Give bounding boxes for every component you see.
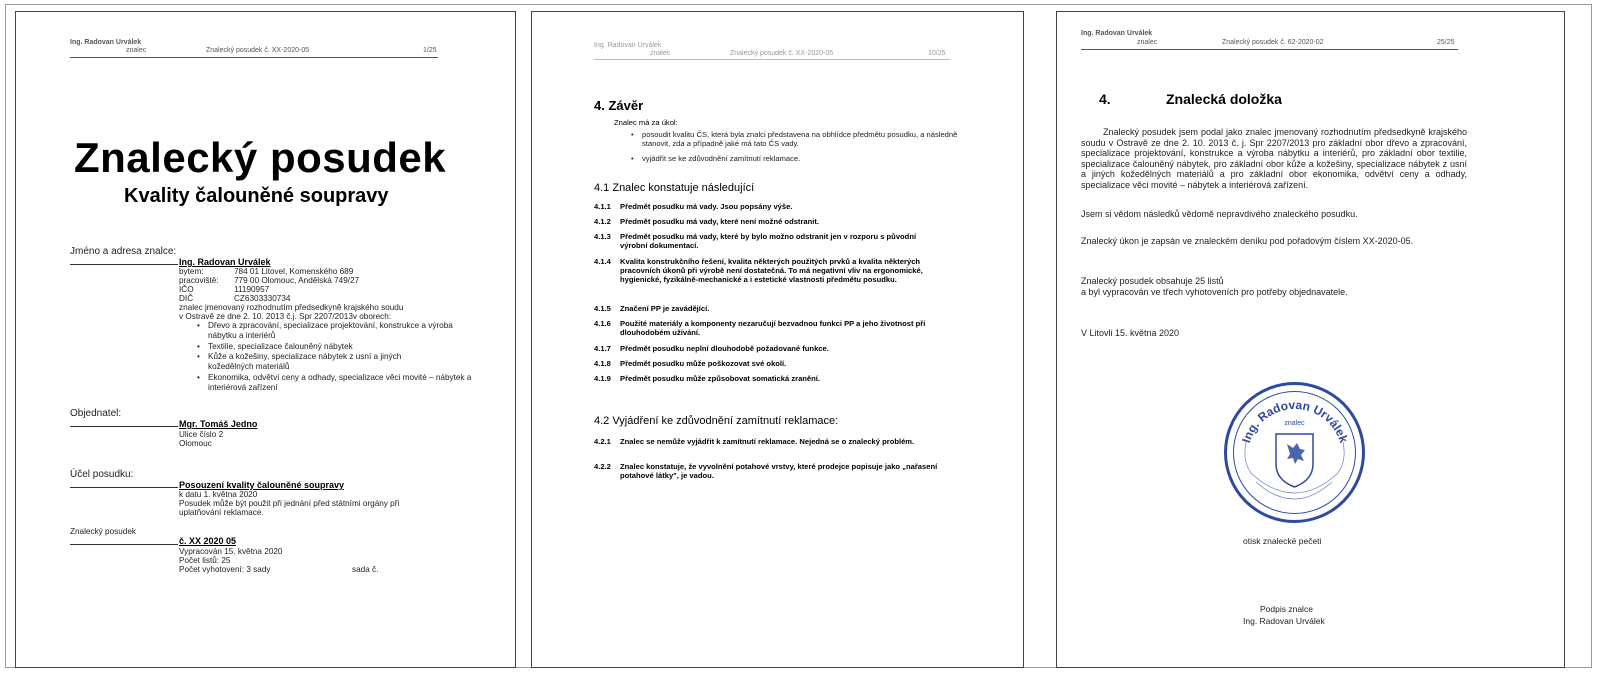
clause-paragraph: Znalecký posudek obsahuje 25 listů [1081,276,1224,286]
header-rule [70,57,438,58]
task-item: • vyjádřit se ke zdůvodnění zamítnutí reklamace. [642,154,960,163]
task-item: • posoudit kvalitu ČS, která byla znalci představena na obhlídce předmětu posudku, a následně stanovit, zda a případně jaké má tato ČS vady. [642,130,960,149]
purpose-label: Účel posudku: [70,469,134,480]
client-line: Ulice číslo 2 [179,430,224,439]
purpose-line: Posudek může být použit při jednání před státními orgány při [179,499,400,508]
task-label: Znalec má za úkol: [614,118,678,127]
place-date: V Litovli 15. května 2020 [1081,328,1180,338]
signature-label: Podpis znalce [1260,604,1313,614]
subsection-heading: 4.2 Vyjádření ke zdůvodnění zamítnutí reklamace: [594,415,839,427]
client-name: Mgr. Tomáš Jedno [179,419,258,429]
header-author: Ing. Radovan Urválek [1081,30,1153,37]
expert-row: bytem: 784 01 Litovel, Komenského 689 [179,267,354,276]
report-label: Znalecký posudek [70,527,136,536]
header-role: znalec [1137,39,1158,46]
appointment-line: znalec jmenovaný rozhodnutím předsedkyně krajského soudu [179,303,404,312]
field-item: • Ekonomika, odvětví ceny a odhady, specializace věci movité – nábytek a interiérová zařízení [208,373,478,392]
client-label: Objednatel: [70,408,122,419]
coat-of-arms-icon [1276,434,1313,487]
stamp-name: Ing. Radovan Urválek [1239,397,1351,445]
report-line: Počet vyhotovení: 3 sady [179,565,271,574]
expert-name: Ing. Radovan Urválek [179,257,271,267]
header-doc: Znalecký posudek č. 62-2020-02 [1222,39,1324,46]
stamp-caption: otisk znalecké pečeti [1243,536,1322,546]
clause-paragraph: Jsem si vědom následků vědomě nepravdivého znaleckého posudku. [1081,209,1358,219]
field-item: • Dřevo a zpracování, specializace projektování, konstrukce a výroba nábytku a interiérů [208,321,470,340]
seal-stamp [1224,382,1365,523]
expert-row: IČO 11190957 [179,285,270,294]
section-number: 4. [1099,91,1111,107]
stamp-role: znalec [1284,420,1305,427]
purpose-title: Posouzení kvality čalouněné soupravy [179,480,345,490]
page-1[interactable] [15,11,516,668]
section-heading: 4. Závěr [594,98,644,113]
page-2[interactable]: Ing. Radovan Urválek znalec Znalecký posudek č. XX-2020-05 10/25 4. Závěr Znalec má za úkol: • posoudit kvalitu ČS, která byla znalci představena na obhlídce předmětu posudku, a následně stanovit, zda a případně jaké má tato ČS vady. • vyjádřit se ke zdůvodnění zamítnutí reklamace. 4.1 Znalec konstatuje následující 4.1.1 Předmět posudku má vady. Jsou popsány výše. 4.1.2 Předmět posudku má vady, které není možné odstranit. 4.1.3 Předmět posudku má vady, které by bylo možno odstranit jen v rozporu s původní výrobní dokumentací. 4.1.4 Kvalita konstrukčního řešení, kvalita některých použitých prvků a kvalita některých pracovních úkonů při výrobě není dostatečná. To má negativní vliv na ergonomické, hygienické, fyzikálně-mechanické a i estetické vlastnosti předmětu posudku. 4.1.5 Značení PP je zavádějící. 4.1.6 Použité materiály a komponenty nezaručují bezvadnou funkci PP a jeho životnost při dlouhodobém užívání. 4.1.7 Předmět posudku neplní dlouhodobě požadované funkce. 4.1.8 Předmět posudku může poškozovat své okolí. 4.1.9 Předmět posudku může způsobovat somatická zranění. 4.2 Vyjádření ke zdůvodnění zamítnutí reklamace: 4.2.1 Znalec se nemůže vyjádřit k zamítnutí reklamace. Nejedná se o znalecký problém. 4.2.2 Znalec konstatuje, že vyvolnění potahové vrstvy, které prodejce popisuje jako „nařasení potahové látky", je vadou. [531,11,1024,668]
purpose-line: k datu 1. května 2020 [179,490,258,499]
report-number: č. XX 2020 05 [179,536,237,546]
header-author: Ing. Radovan Urválek [594,42,662,49]
clause-paragraph: Znalecký posudek jsem podal jako znalec jmenovaný rozhodnutím předsedkyně krajského soudu v Ostravě ze dne 2. 10. 2013 č. j. Spr 2207/2013 pro základní obor dřevo a zpracování, specializace projektování, konstrukce a výroba nábytku a interiérů, pro základní obor textilie, specializace čalouněný nábytek, pro základní obor kůže a kožešiny, specializace nábytek z usní a jiných kožedělných materiálů a pro základní obor ekonomika, odvětví ceny a odhady, specializace věci movité – nábytek a interiérová zařízení. [1081,127,1467,190]
expert-label: Jméno a adresa znalce: [70,246,177,257]
header-author: Ing. Radovan Urválek [70,39,142,46]
doc-title: Znalecký posudek [74,134,447,181]
field-item: • Textilie, specializace čalouněný nábytek [208,342,470,352]
client-line: Olomouc [179,439,212,448]
header-doc: Znalecký posudek č. XX-2020-05 [730,50,834,57]
header-page: 10/25 [928,50,946,57]
header-role: znalec [650,50,671,57]
signature-name: Ing. Radovan Urválek [1243,616,1325,626]
header-rule [1081,49,1458,50]
header-role: znalec [126,47,147,54]
subsection-heading: 4.1 Znalec konstatuje následující [594,182,755,194]
page-3[interactable] [1056,11,1565,668]
header-page: 1/25 [423,47,437,54]
clause-paragraph: Znalecký úkon je zapsán ve znaleckém deníku pod pořadovým číslem XX-2020-05. [1081,236,1414,246]
doc-subtitle: Kvality čalouněné soupravy [124,185,389,207]
expert-row: pracoviště: 779 00 Olomouc, Andělská 749/27 [179,276,360,285]
expert-row: DIČ CZ6303330734 [179,294,291,303]
appointment-line: v Ostravě ze dne 2. 10. 2013 č.j. Spr 2207/2013v oborech: [179,312,392,321]
field-item: • Kůže a kožešiny, specializace nábytek z usní a jiných kožedělných materiálů [208,352,448,371]
purpose-line: uplatňování reklamace. [179,508,264,517]
clause-paragraph: a byl vypracován ve třech vyhotoveních pro potřeby objednavatele. [1081,287,1348,297]
header-doc: Znalecký posudek č. XX-2020-05 [206,47,310,54]
report-copy: sada č. [352,565,379,574]
section-title: Znalecká doložka [1166,91,1282,107]
header-page: 25/25 [1437,39,1455,46]
header-rule [594,59,950,60]
report-line: Vypracován 15. května 2020 [179,547,283,556]
report-line: Počet listů: 25 [179,556,231,565]
